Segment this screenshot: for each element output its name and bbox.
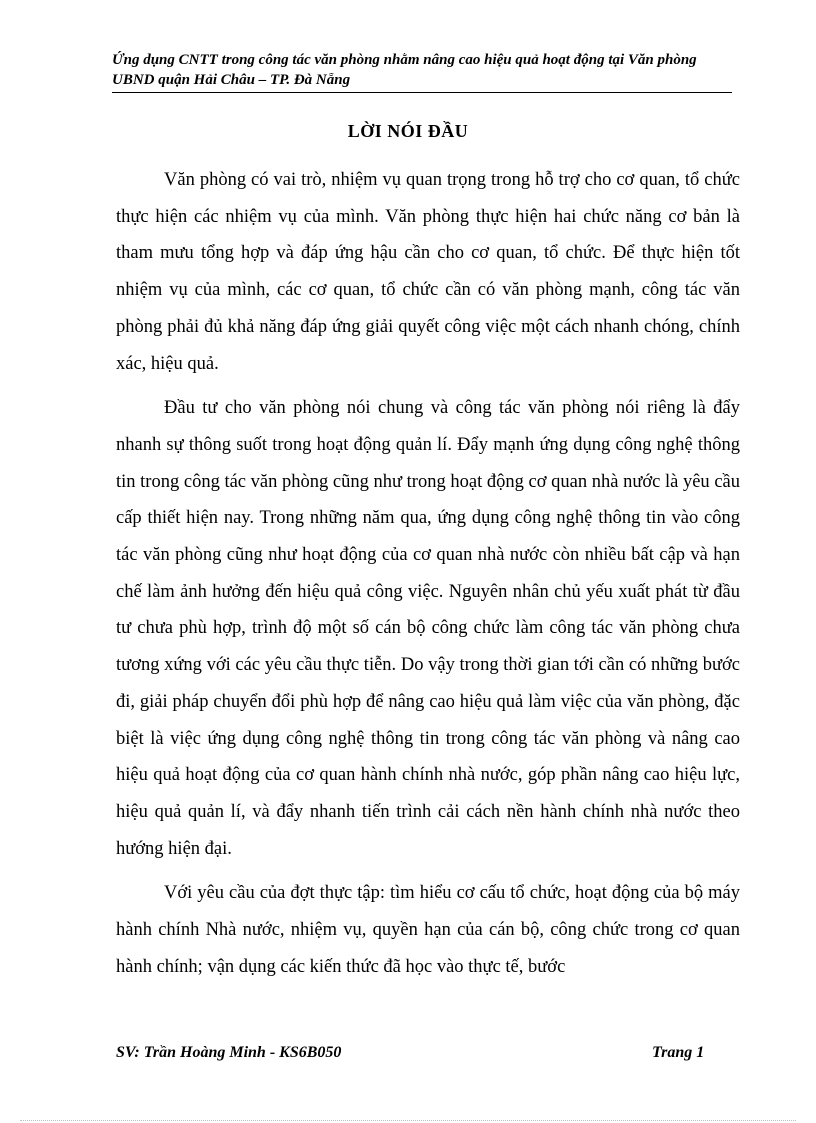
footer-author: SV: Trần Hoàng Minh - KS6B050 — [116, 1044, 342, 1061]
paragraph-3: Với yêu cầu của đợt thực tập: tìm hiểu cơ cấu tổ chức, hoạt động của bộ máy hành chính Nhà nước, nhiệm vụ, quyền hạn của cán bộ, công chức trong cơ quan hành chính; vận dụng các kiến thức đã học vào thực tế, bước — [116, 883, 740, 977]
page-bottom-divider — [20, 1120, 796, 1121]
running-header: Ứng dụng CNTT trong công tác văn phòng nhằm nâng cao hiệu quả hoạt động tại Văn phòng UBND quận Hải Châu – TP. Đà Nẵng — [112, 50, 732, 93]
paragraph-1: Văn phòng có vai trò, nhiệm vụ quan trọng trong hỗ trợ cho cơ quan, tổ chức thực hiện các nhiệm vụ của mình. Văn phòng thực hiện hai chức năng cơ bản là tham mưu tổng hợp và đáp ứng hậu cần cho cơ quan, tổ chức. Để thực hiện tốt nhiệm vụ của mình, các cơ quan, tổ chức cần có văn phòng mạnh, công tác văn phòng phải đủ khả năng đáp ứng giải quyết công việc một cách nhanh chóng, chính xác, hiệu quả. — [116, 170, 740, 374]
paragraph-2: Đầu tư cho văn phòng nói chung và công tác văn phòng nói riêng là đẩy nhanh sự thông suốt trong hoạt động quản lí. Đẩy mạnh ứng dụng công nghệ thông tin trong công tác văn phòng cũng như trong hoạt động cơ quan nhà nước là yêu cầu cấp thiết hiện nay. Trong những năm qua, ứng dụng công nghệ thông tin vào công tác văn phòng cũng như hoạt động của cơ quan nhà nước còn nhiều bất cập và hạn chế làm ảnh hưởng đến hiệu quả công việc. Nguyên nhân chủ yếu xuất phát từ đầu tư chưa phù hợp, trình độ một số cán bộ công chức làm công tác văn phòng chưa tương xứng với các yêu cầu thực tiễn. Do vậy trong thời gian tới cần có những bước đi, giải pháp chuyển đổi phù hợp để nâng cao hiệu quả làm việc của văn phòng, đặc biệt là việc ứng dụng công nghệ thông tin trong công tác văn phòng và nâng cao hiệu quả hoạt động của cơ quan hành chính nhà nước, góp phần nâng cao hiệu lực, hiệu quả quản lí, và đẩy nhanh tiến trình cải cách nền hành chính nhà nước theo hướng hiện đại. — [116, 398, 740, 859]
footer-page-number: Trang 1 — [652, 1044, 705, 1061]
page-title: LỜI NÓI ĐẦU — [347, 121, 469, 141]
body-text — [116, 162, 740, 985]
